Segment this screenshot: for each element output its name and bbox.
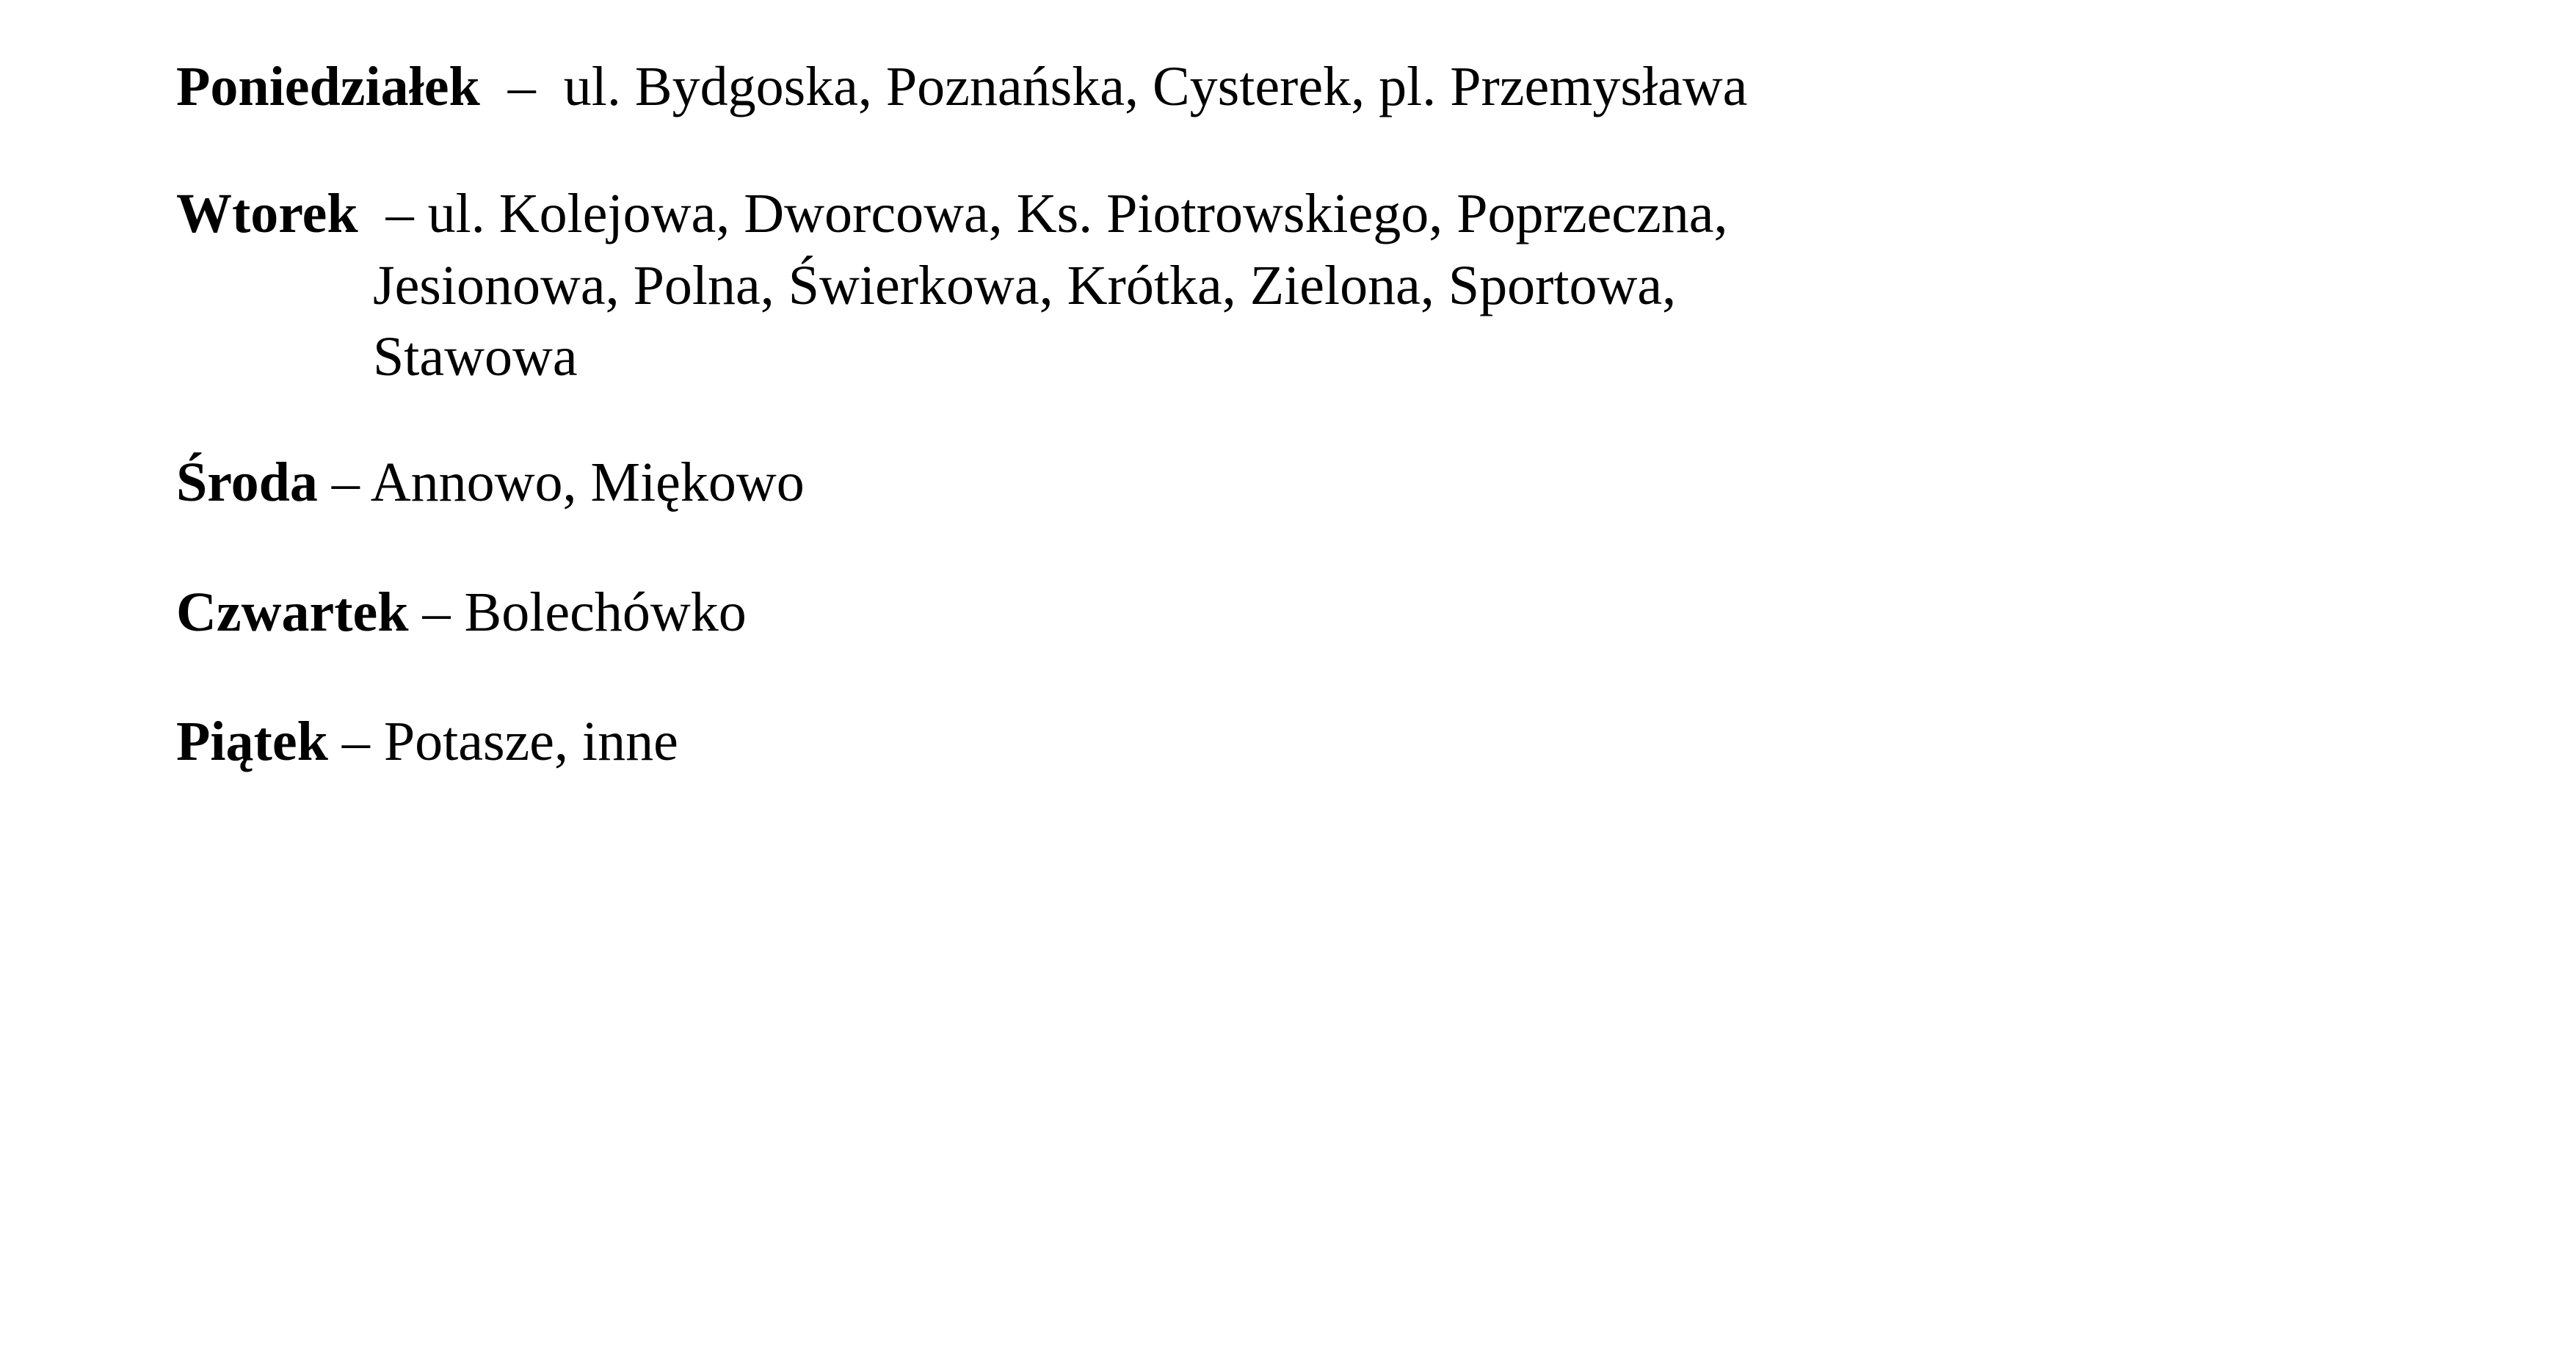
day-separator: –	[358, 183, 428, 245]
day-separator: –	[408, 581, 465, 644]
day-label: Środa	[176, 452, 318, 514]
day-label: Czwartek	[176, 581, 409, 644]
schedule-entry	[0, 447, 2576, 518]
schedule-entry	[0, 178, 2576, 393]
street-list: ul. Bydgoska, Poznańska, Cysterek, pl. Przemysława	[563, 56, 1748, 117]
schedule-entry-first-line	[176, 178, 2488, 250]
street-list: Annowo, Miękowo	[370, 452, 805, 514]
day-label: Wtorek	[176, 183, 358, 245]
day-separator: –	[327, 710, 384, 772]
schedule-entry	[0, 51, 2576, 123]
schedule-entry-first-line	[176, 447, 2488, 518]
schedule-entry	[0, 577, 2576, 648]
day-separator: –	[479, 56, 564, 117]
street-list: Potasze, inne	[383, 710, 678, 772]
day-label: Poniedziałek	[176, 56, 480, 117]
street-list-continuation: Stawowa	[373, 325, 578, 388]
schedule-entry	[0, 706, 2576, 777]
schedule-entry-first-line	[176, 51, 2488, 123]
street-list: ul. Kolejowa, Dworcowa, Ks. Piotrowskiego, Poprzeczna,	[427, 183, 1728, 245]
schedule-entry-first-line	[176, 706, 2488, 777]
street-list: Bolechówko	[464, 581, 747, 644]
street-list-continuation: Jesionowa, Polna, Świerkowa, Krótka, Zielona, Sportowa,	[373, 254, 1677, 316]
schedule-entry-first-line	[176, 577, 2488, 648]
day-separator: –	[317, 452, 371, 514]
day-label: Piątek	[176, 710, 328, 772]
collection-schedule-list	[0, 51, 2576, 777]
